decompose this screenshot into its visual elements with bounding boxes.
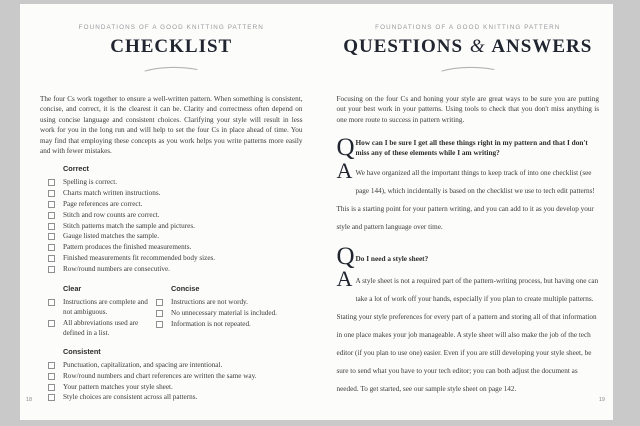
checklist-item [48, 371, 303, 381]
title-ampersand: & [469, 36, 486, 57]
section-heading-correct: Correct [63, 164, 89, 174]
checklist-item-label: Pattern produces the finished measurements. [63, 243, 192, 252]
checklist-item [156, 319, 303, 329]
checkbox-icon [48, 255, 55, 262]
question-row [336, 242, 600, 270]
checklist-item [48, 253, 303, 263]
left-intro-paragraph: The four Cs work together to ensure a well-written pattern. When something is consistent, concise, and correct, it is the clearest it can be. Clarity and correctness often depend on using concise language and consistent choices. Clarifying your style will result in less work for you in the long run and will help to set the four Cs in place ahead of time. You may find that employing these concepts as you work helps you write patterns more easily and with fewer mistakes. [40, 95, 303, 156]
checklist-item-label: Page references are correct. [63, 200, 143, 209]
checklist-item-label: Stitch and row counts are correct. [63, 210, 160, 219]
checkbox-icon [48, 223, 55, 230]
answer-text: A style sheet is not a required part of the pattern-writing process, but having one can take a lot of work off your hands, especially if you plan to create multiple patterns. Stating your style preferences for every part of a pattern and storing all of that information in one place makes your job manageable. A style sheet will also make the job of the tech editor (if you plan to use one) easier. Even if you are still developing your style sheet, be sure to send what you have to your tech editor; you can both adjust the document as needed. To get started, see our sample style sheet on page 142. [336, 276, 599, 393]
left-kicker: FOUNDATIONS OF A GOOD KNITTING PATTERN [78, 24, 264, 31]
checklist-item [48, 360, 303, 370]
answer-text: We have organized all the important things to keep track of into one checklist (see page 144), which incidentally is based on the checklist we use to tech edit patterns! This is a starting point for your pattern writing, and you can add to it as you develop your style and pattern language over time. [336, 168, 595, 231]
question-row [336, 134, 600, 162]
checklist-item-label: Spelling is correct. [63, 178, 118, 187]
right-kicker: FOUNDATIONS OF A GOOD KNITTING PATTERN [375, 24, 561, 31]
section-heading-clear: Clear [63, 284, 82, 294]
checklist-item-label: Charts match written instructions. [63, 189, 161, 198]
checkbox-icon [48, 212, 55, 219]
checklist-item-label: Row/round numbers and chart references are written the same way. [63, 371, 257, 380]
checklist-item-label: Instructions are not wordy. [171, 298, 248, 307]
clear-column [40, 276, 156, 339]
qa-block-2 [336, 242, 600, 396]
qa-block-1 [336, 134, 600, 233]
checklist-item [48, 177, 303, 187]
checkbox-icon [156, 321, 163, 328]
right-page [317, 4, 614, 420]
checklist-item-label: Information is not repeated. [171, 319, 251, 328]
checklist-item [48, 210, 303, 220]
question-text: How can I be sure I get all these things right in my pattern and that I don't miss any of these elements while I am writing? [355, 138, 588, 158]
checklist-item-label: Your pattern matches your style sheet. [63, 382, 173, 391]
left-page-title: CHECKLIST [110, 36, 233, 57]
section-heading-concise: Concise [171, 284, 200, 294]
checkbox-icon [48, 320, 55, 327]
checklist-item [48, 221, 303, 231]
answer-marker: A [336, 265, 353, 291]
checklist-item [48, 231, 303, 241]
checklist-concise [156, 297, 303, 329]
checkbox-icon [48, 233, 55, 240]
left-page [20, 4, 317, 420]
checklist-item-label: Style choices are consistent across all patterns. [63, 393, 198, 402]
checklist-correct [48, 177, 303, 274]
checklist-item [48, 318, 156, 338]
checkbox-icon [48, 394, 55, 401]
checkbox-icon [48, 384, 55, 391]
checklist-item [156, 308, 303, 318]
clear-concise-columns [40, 276, 303, 339]
checklist-item-label: Row/round numbers are consecutive. [63, 264, 170, 273]
checklist-item [48, 264, 303, 274]
left-page-number: 18 [26, 397, 33, 403]
question-marker: Q [336, 134, 355, 162]
checkbox-icon [48, 362, 55, 369]
right-page-title [337, 36, 600, 58]
checkbox-icon [48, 179, 55, 186]
checklist-item [156, 297, 303, 307]
title-questions: QUESTIONS [343, 36, 464, 57]
section-heading-consistent: Consistent [63, 347, 101, 357]
checklist-item-label: Finished measurements fit recommended body sizes. [63, 254, 216, 263]
checkbox-icon [48, 373, 55, 380]
question-text: Do I need a style sheet? [355, 253, 429, 263]
checklist-item [48, 188, 303, 198]
title-flourish-icon [143, 65, 199, 73]
checklist-item-label: Instructions are complete and not ambiguous. [63, 298, 148, 317]
checkbox-icon [48, 299, 55, 306]
checkbox-icon [48, 190, 55, 197]
checklist-item-label: All abbreviations used are defined in a list. [63, 319, 139, 338]
checkbox-icon [48, 201, 55, 208]
checklist-item-label: No unnecessary material is included. [171, 308, 277, 317]
left-page-header [40, 24, 303, 73]
checklist-item [48, 199, 303, 209]
title-flourish-icon [440, 65, 496, 73]
answer-marker: A [336, 157, 353, 183]
checklist-clear [48, 297, 156, 338]
checkbox-icon [48, 244, 55, 251]
right-page-number: 19 [598, 397, 605, 403]
checklist-item [48, 392, 303, 402]
right-page-header [337, 24, 600, 73]
answer-row [336, 157, 600, 234]
checkbox-icon [156, 299, 163, 306]
book-spread [20, 4, 613, 420]
checklist-item [48, 242, 303, 252]
title-answers: ANSWERS [491, 36, 593, 57]
checklist-item [48, 382, 303, 392]
checklist-consistent [48, 360, 303, 403]
checklist-item [48, 297, 156, 317]
concise-column [156, 276, 303, 339]
right-intro-paragraph: Focusing on the four Cs and honing your style are great ways to be sure you are putting out your best work in your patterns. Using tools to check that you don't miss anything is one more route to success in pattern writing. [336, 95, 599, 124]
checklist-item-label: Gauge listed matches the sample. [63, 232, 160, 241]
checkbox-icon [156, 310, 163, 317]
checkbox-icon [48, 266, 55, 273]
question-marker: Q [336, 242, 355, 270]
checklist-item-label: Punctuation, capitalization, and spacing are intentional. [63, 361, 223, 370]
checklist-item-label: Stitch patterns match the sample and pictures. [63, 221, 195, 230]
answer-row [336, 265, 600, 396]
